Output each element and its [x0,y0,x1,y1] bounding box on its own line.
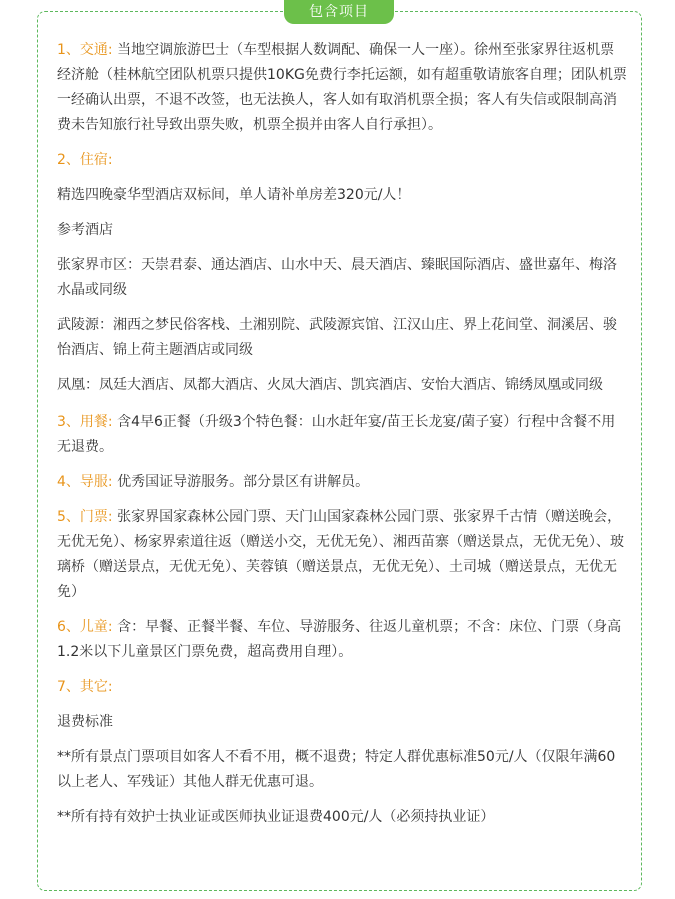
item-label: 2、住宿: [57,152,113,168]
item-text: **所有持有效护士执业证或医师执业证退费400元/人（必须持执业证） [57,809,495,825]
item-text: 张家界市区：天崇君泰、通达酒店、山水中天、晨天酒店、臻眠国际酒店、盛世嘉年、梅洛水晶或同级 [57,257,617,298]
item-label: 1、交通: [57,42,113,58]
hotels-zhangjiajie [57,253,627,303]
item-lodging-label [57,148,627,173]
item-text: 含：早餐、正餐半餐、车位、导游服务、往返儿童机票；不含：床位、门票（身高1.2米以下儿童景区门票免费，超高费用自理）。 [57,619,622,660]
item-text: 精选四晚豪华型酒店双标间，单人请补单房差320元/人！ [57,187,411,203]
item-traffic [57,38,627,138]
item-other-label [57,675,627,700]
item-children [57,615,627,665]
refund-rule-1 [57,745,627,795]
item-label: 3、用餐: [57,414,113,430]
item-text: 优秀国证导游服务。部分景区有讲解员。 [112,474,370,490]
item-text: 参考酒店 [57,222,113,238]
item-label: 4、导服: [57,474,113,490]
item-text: 张家界国家森林公园门票、天门山国家森林公园门票、张家界千古情（赠送晚会，无优无免）、杨家界索道往返（赠送小交，无优无免）、湘西苗寨（赠送景点，无优无免）、玻璃桥（赠送景点，无优无免）、芙蓉镇（赠送景点，无优无免）、土司城（赠送景点，无优无免） [57,509,624,600]
item-label: 6、儿童: [57,619,113,635]
item-meals [57,410,627,460]
hotels-wulingyuan [57,313,627,363]
item-text: **所有景点门票项目如客人不看不用，概不退费；特定人群优惠标准50元/人（仅限年满60以上老人、军残证）其他人群无优惠可退。 [57,749,616,790]
item-text: 武陵源：湘西之梦民俗客栈、土湘别院、武陵源宾馆、江汉山庄、界上花间堂、洞溪居、骏怡酒店、锦上荷主题酒店或同级 [57,317,617,358]
item-text: 含4早6正餐（升级3个特色餐：山水赶年宴/苗王长龙宴/菌子宴）行程中含餐不用无退费。 [57,414,616,455]
item-label: 5、门票: [57,509,113,525]
item-guide [57,470,627,495]
item-text: 当地空调旅游巴士（车型根据人数调配、确保一人一座）。徐州至张家界往返机票经济舱（桂林航空团队机票只提供10KG免费行李托运额，如有超重敬请旅客自理；团队机票一经确认出票，不退不改签，也无法换人，客人如有取消机票全损；客人有失信或限制高消费未告知旅行社导致出票失败，机票全损并由客人自行承担）。 [57,42,627,133]
refund-rule-2 [57,805,627,830]
hotels-fenghuang [57,373,627,398]
item-text: 凤凰：凤廷大酒店、凤都大酒店、火凤大酒店、凯宾酒店、安怡大酒店、锦绣凤凰或同级 [57,377,603,393]
section-tag: 包含项目 [284,0,394,24]
item-tickets [57,505,627,605]
item-label: 7、其它: [57,679,113,695]
content-body [57,38,627,840]
item-text: 退费标准 [57,714,113,730]
refund-title [57,710,627,735]
lodging-standard [57,183,627,208]
reference-hotels-title [57,218,627,243]
